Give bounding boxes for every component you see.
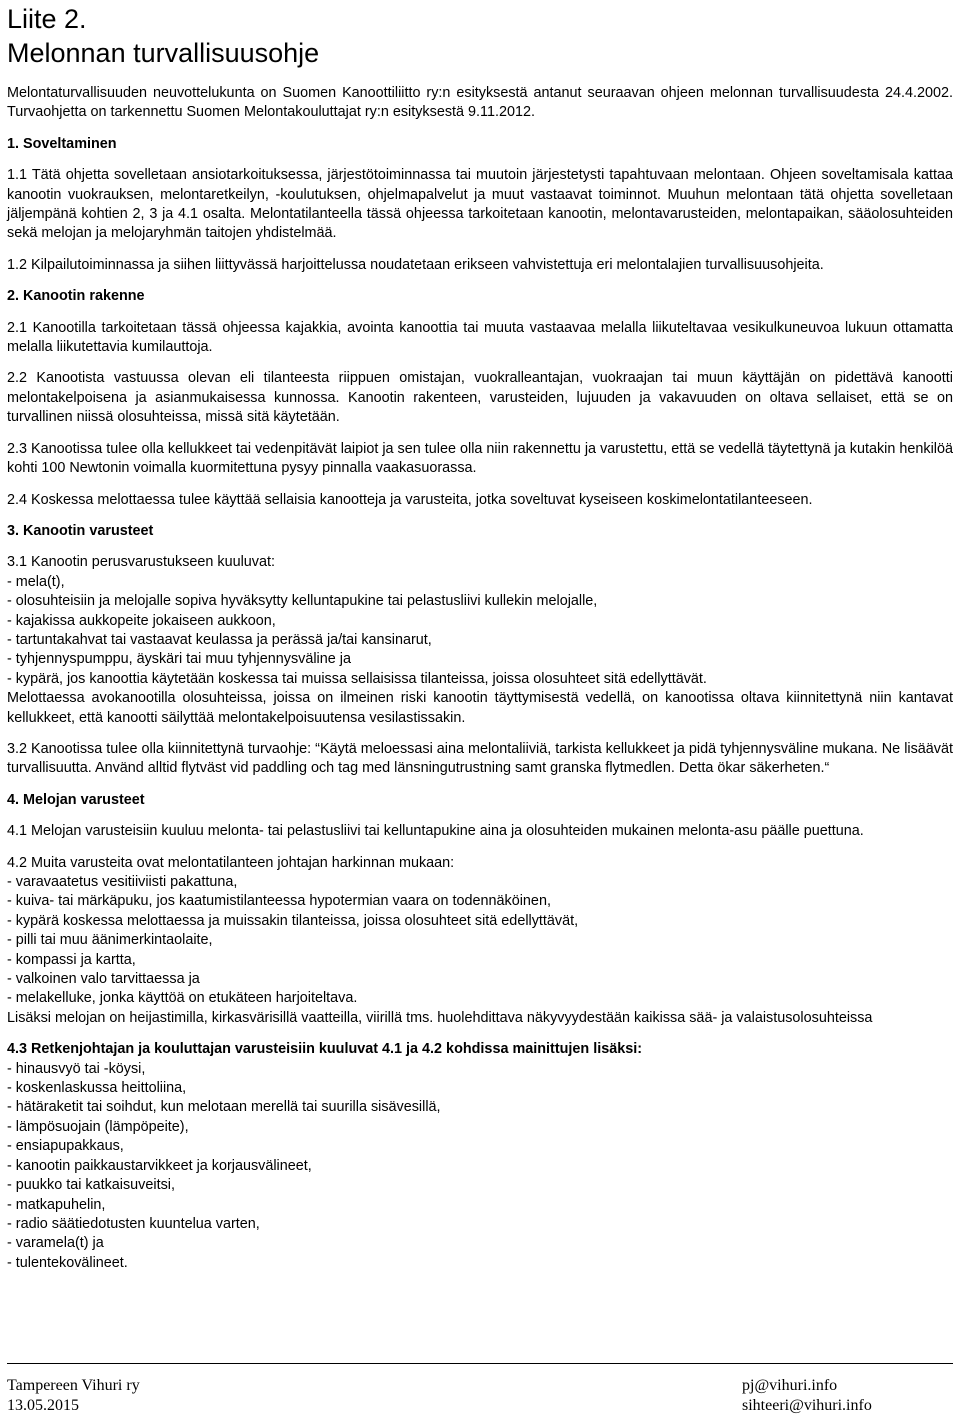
- paragraph-3-2: 3.2 Kanootissa tulee olla kiinnitettynä turvaohje: “Käytä meloessasi aina melontaliiviä, tarkista kellukkeet ja pidä tyhjennysväline mukana. Ne lisäävät turvallisuutta. Använd alltid flytväst vid paddling och tag med länsningutrustning samt granska flytmedlen. Detta ökar säkerheten.“: [7, 740, 953, 777]
- paragraph-2-2: 2.2 Kanootista vastuussa olevan eli tilanteesta riippuen omistajan, vuokralleantajan, vuokraajan tai muun käyttäjän on pidettävä kanootti melontakelpoisena ja asianmukaisessa kunnossa. Kanootin rakenteen, varusteiden, lujuuden ja vakavuuden on oltava sellaiset, että se on turvallinen niissä olosuhteissa, missä sitä käytetään.: [7, 370, 953, 426]
- section-heading-2: 2. Kanootin rakenne: [7, 288, 145, 305]
- footer-email-chair: pj@vihuri.info: [742, 1377, 838, 1394]
- list-item: - kypärä koskessa melottaessa ja muissakin tilanteissa, joissa olosuhteet sitä edellyttävät,: [7, 912, 579, 929]
- paragraph-4-2-lead: 4.2 Muita varusteita ovat melontatilanteen johtajan harkinnan mukaan:: [7, 854, 455, 871]
- paragraph-2-1: 2.1 Kanootilla tarkoitetaan tässä ohjeessa kajakkia, avointa kanoottia tai muuta vastaavaa melalla liikuteltavaa vesikulkuneuvoa lukuun ottamatta melalla liikutettavia kumilauttoja.: [7, 319, 953, 356]
- paragraph-2-4: 2.4 Koskessa melottaessa tulee käyttää sellaisia kanootteja ja varusteita, jotka soveltuvat kyseiseen koskimelontatilanteeseen.: [7, 491, 813, 508]
- equipment-list-3-1: [7, 573, 953, 689]
- list-item: - matkapuhelin,: [7, 1196, 106, 1213]
- appendix-label: Liite 2.: [7, 4, 87, 34]
- list-item: - kuiva- tai märkäpuku, jos kaatumistilanteessa hypotermian vaara on todennäköinen,: [7, 893, 551, 910]
- list-item: - lämpösuojain (lämpöpeite),: [7, 1118, 189, 1135]
- paragraph-4-2-after: Lisäksi melojan on heijastimilla, kirkasvärisillä vaatteilla, viirillä tms. huolehdittava näkyvyydestään kaikissa sää- ja valaistusolosuhteissa: [7, 1009, 873, 1026]
- list-item: - kompassi ja kartta,: [7, 951, 136, 968]
- list-item: - kypärä, jos kanoottia käytetään koskessa tai muissa sellaisissa tilanteissa, joissa olosuhteet sitä edellyttävät.: [7, 670, 707, 687]
- list-item: - varamela(t) ja: [7, 1235, 104, 1252]
- paragraph-3-1-lead: 3.1 Kanootin perusvarustukseen kuuluvat:: [7, 554, 275, 571]
- list-item: - tyhjennyspumppu, äyskäri tai muu tyhjennysväline ja: [7, 651, 351, 668]
- equipment-list-4-3: [7, 1060, 953, 1273]
- list-item: - valkoinen valo tarvittaessa ja: [7, 971, 200, 988]
- list-item: - melakelluke, jonka käyttöä on etukäteen harjoiteltava.: [7, 990, 358, 1007]
- document-page: [7, 0, 953, 1273]
- list-item: - koskenlaskussa heittoliina,: [7, 1080, 187, 1097]
- footer-date: 13.05.2015: [7, 1397, 79, 1414]
- paragraph-2-3: 2.3 Kanootissa tulee olla kellukkeet tai vedenpitävät laipiot ja sen tulee olla niin rakennettu ja varustettu, että se vedellä täytettynä ja kutakin henkilöä kohti 100 Newtonin voimalla kuormitettuna pysyy pinnalla vaakasuorassa.: [7, 440, 953, 477]
- list-item: - puukko tai katkaisuveitsi,: [7, 1177, 175, 1194]
- footer-email-secretary: sihteeri@vihuri.info: [742, 1397, 872, 1414]
- footer-organization: Tampereen Vihuri ry: [7, 1377, 140, 1394]
- list-item: - pilli tai muu äänimerkintaolaite,: [7, 932, 213, 949]
- list-item: - kanootin paikkaustarvikkeet ja korjausvälineet,: [7, 1157, 312, 1174]
- section-heading-4: 4. Melojan varusteet: [7, 791, 145, 808]
- intro-paragraph: Melontaturvallisuuden neuvottelukunta on Suomen Kanoottiliitto ry:n esityksestä antanut seuraavan ohjeen melonnan turvallisuudesta 24.4.2002. Turvaohjetta on tarkennettu Suomen Melontakouluttajat ry:n esityksestä 9.11.2012.: [7, 85, 953, 121]
- paragraph-3-1-after: Melottaessa avokanootilla olosuhteissa, joissa on ilmeinen riski kanootin täyttymisestä vedellä, on kanootissa oltava kiinnitettynä niin kantavat kellukkeet, että kanootti säilyttää melontakelpoisuutensa vesilastissakin.: [7, 690, 953, 726]
- paragraph-1-2: 1.2 Kilpailutoiminnassa ja siihen liittyvässä harjoittelussa noudatetaan erikseen vahvistettuja eri melontalajien turvallisuusohjeita.: [7, 256, 824, 273]
- list-item: - ensiapupakkaus,: [7, 1138, 124, 1155]
- list-item: - varavaatetus vesitiiviisti pakattuna,: [7, 874, 238, 890]
- section-heading-4-3: 4.3 Retkenjohtajan ja kouluttajan varusteisiin kuuluvat 4.1 ja 4.2 kohdissa mainittujen lisäksi:: [7, 1041, 642, 1058]
- page-footer: [7, 1363, 953, 1414]
- paragraph-1-1: 1.1 Tätä ohjetta sovelletaan ansiotarkoituksessa, järjestötoiminnassa tai muutoin järjestetysti tapahtuvaan melontaan. Ohjeen soveltamisala kattaa kanootin vuokrauksen, melontaretkeilyn, -koulutuksen, ohjelmapalvelut ja muut vastaavat toiminnot. Muuhun melontaan tätä ohjetta sovelletaan jäljempänä kohtien 2, 3 ja 4.1 osalta. Melontatilanteella tässä ohjeessa tarkoitetaan kanootin, melontavarusteiden, melontapaikan, sääolosuhteiden sekä melojan ja melojaryhmän taitojen yhdistelmää.: [7, 167, 953, 242]
- list-item: - radio säätiedotusten kuuntelua varten,: [7, 1215, 260, 1232]
- list-item: - mela(t),: [7, 573, 65, 590]
- section-heading-1: 1. Soveltaminen: [7, 135, 117, 152]
- list-item: - kajakissa aukkopeite jokaiseen aukkoon,: [7, 612, 276, 629]
- footer-right: [742, 1376, 872, 1416]
- page-title: Melonnan turvallisuusohje: [7, 38, 320, 68]
- section-heading-3: 3. Kanootin varusteet: [7, 522, 154, 539]
- list-item: - tartuntakahvat tai vastaavat keulassa ja perässä ja/tai kansinarut,: [7, 631, 432, 648]
- footer-left: [7, 1376, 140, 1416]
- list-item: - olosuhteisiin ja melojalle sopiva hyväksytty kelluntapukine tai pelastusliivi kullekin melojalle,: [7, 593, 598, 610]
- list-item: - hätäraketit tai soihdut, kun melotaan merellä tai suurilla sisävesillä,: [7, 1099, 441, 1116]
- list-item: - hinausvyö tai -köysi,: [7, 1060, 146, 1077]
- list-item: - tulentekovälineet.: [7, 1254, 128, 1271]
- paragraph-4-1: 4.1 Melojan varusteisiin kuuluu melonta- tai pelastusliivi tai kelluntapukine aina ja olosuhteiden mukainen melonta-asu päälle puettuna.: [7, 823, 864, 840]
- equipment-list-4-2: [7, 873, 953, 1009]
